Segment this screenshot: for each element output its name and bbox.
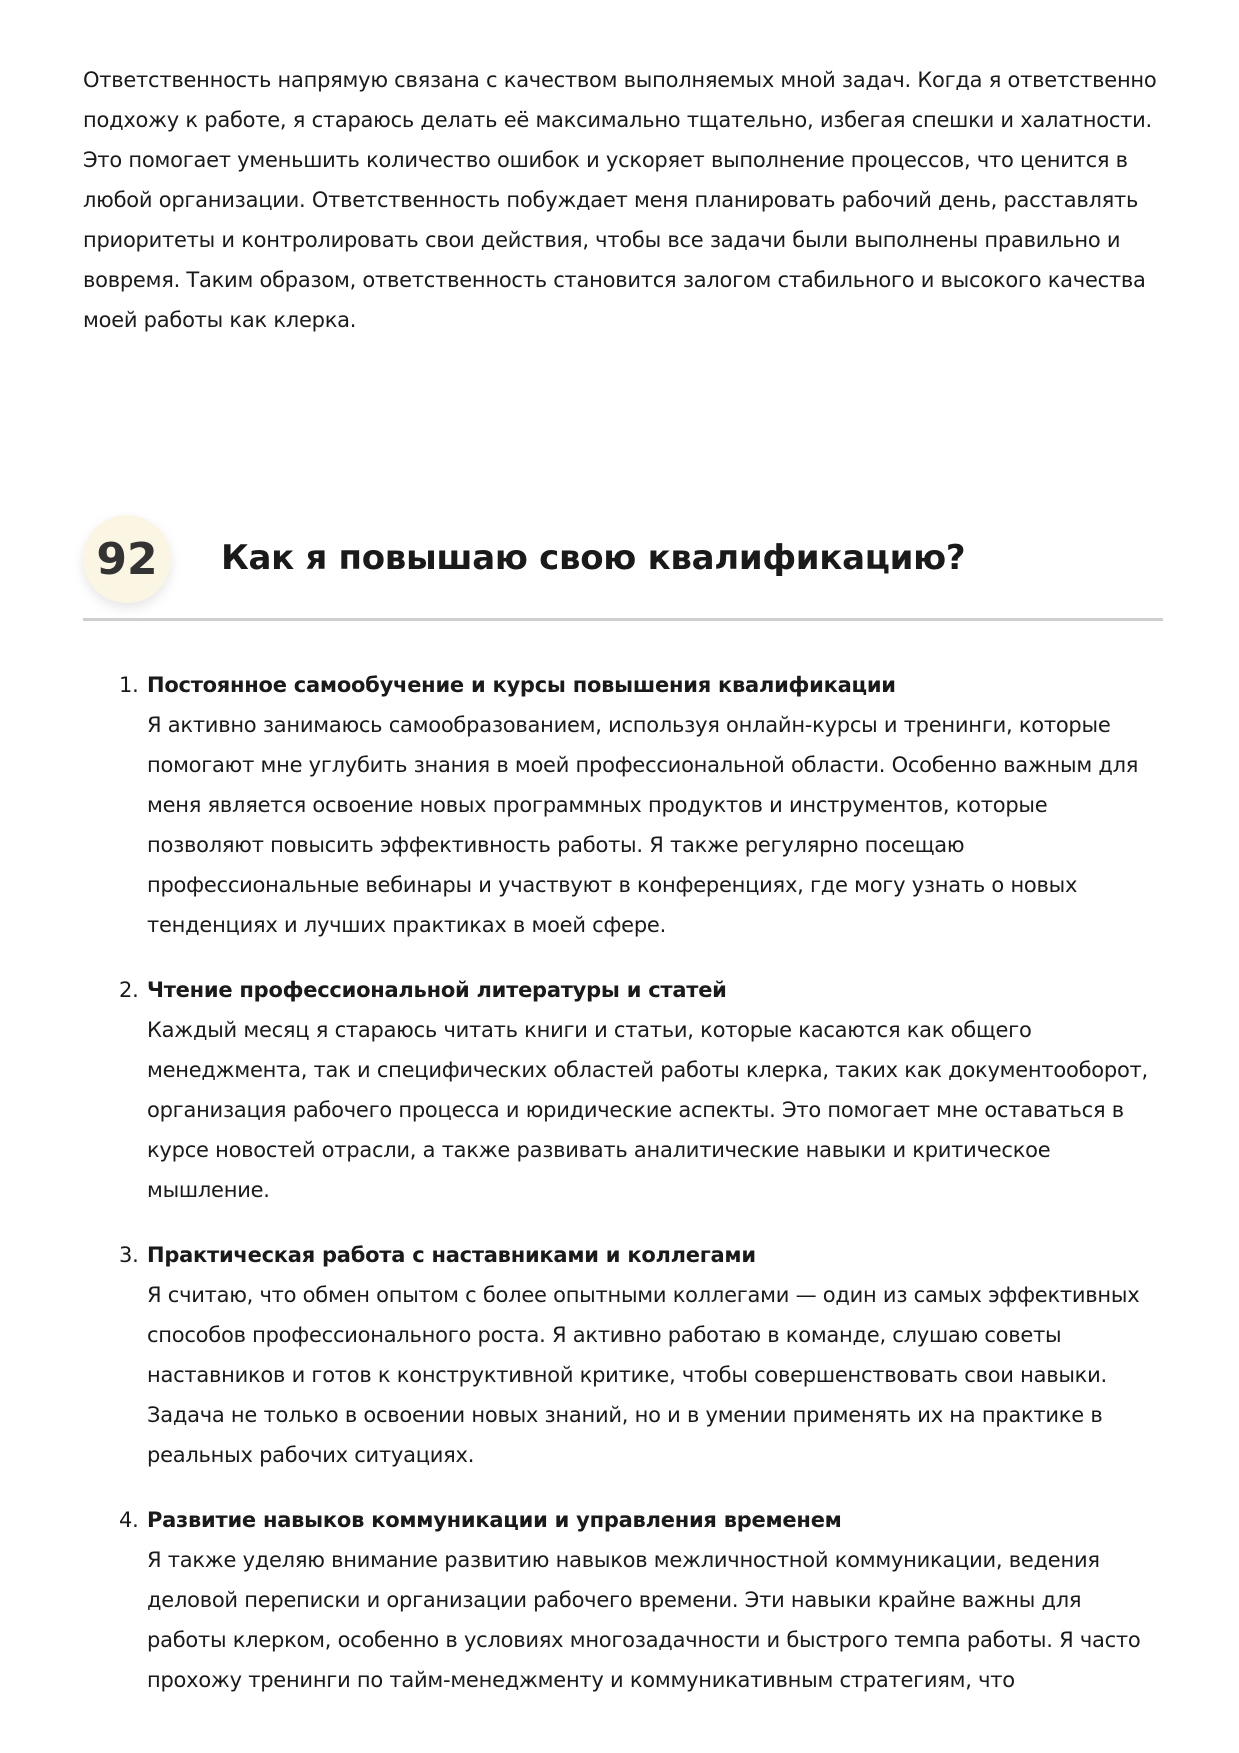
list-item-title: Постоянное самообучение и курсы повышения квалификации [147,673,896,697]
list-item [83,1500,1163,1700]
list-item-body: Я также уделяю внимание развитию навыков межличностной коммуникации, ведения деловой переписки и организации рабочего времени. Эти навыки крайне важны для работы клерком, особенно в условиях многозадачности и быстрого темпа работы. Я часто прохожу тренинги по тайм-менеджменту и коммуникативным стратегиям, что [147,1548,1141,1692]
list-item-number: 4. [119,1508,139,1532]
intro-paragraph: Ответственность напрямую связана с качеством выполняемых мной задач. Когда я ответственно подхожу к работе, я стараюсь делать её максимально тщательно, избегая спешки и халатности. Это помогает уменьшить количество ошибок и ускоряет выполнение процессов, что ценится в любой организации. Ответственность побуждает меня планировать рабочий день, расставлять приоритеты и контролировать свои действия, чтобы все задачи были выполнены правильно и вовремя. Таким образом, ответственность становится залогом стабильного и высокого качества моей работы как клерка. [83,68,1157,332]
section-number-badge: 92 [83,515,171,603]
section-divider [83,618,1163,621]
list-item-body: Каждый месяц я стараюсь читать книги и статьи, которые касаются как общего менеджмента, так и специфических областей работы клерка, таких как документооборот, организация рабочего процесса и юридические аспекты. Это помогает мне оставаться в курсе новостей отрасли, а также развивать аналитические навыки и критическое мышление. [147,1018,1148,1202]
list-item-title: Развитие навыков коммуникации и управления временем [147,1508,842,1532]
section-heading [83,515,1163,621]
list-item-number: 2. [119,978,139,1002]
list-item-number: 1. [119,673,139,697]
list-item [83,970,1163,1210]
list-item-number: 3. [119,1243,139,1267]
numbered-list [83,665,1163,1725]
section-title: Как я повышаю свою квалификацию? [221,538,966,578]
list-item [83,665,1163,945]
list-item-body: Я считаю, что обмен опытом с более опытными коллегами — один из самых эффективных способов профессионального роста. Я активно работаю в команде, слушаю советы наставников и готов к конструктивной критике, чтобы совершенствовать свои навыки. Задача не только в освоении новых знаний, но и в умении применять их на практике в реальных рабочих ситуациях. [147,1283,1140,1467]
list-item-title: Чтение профессиональной литературы и статей [147,978,727,1002]
list-item [83,1235,1163,1475]
list-item-body: Я активно занимаюсь самообразованием, используя онлайн-курсы и тренинги, которые помогают мне углубить знания в моей профессиональной области. Особенно важным для меня является освоение новых программных продуктов и инструментов, которые позволяют повысить эффективность работы. Я также регулярно посещаю профессиональные вебинары и участвуют в конференциях, где могу узнать о новых тенденциях и лучших практиках в моей сфере. [147,713,1139,937]
list-item-title: Практическая работа с наставниками и коллегами [147,1243,756,1267]
